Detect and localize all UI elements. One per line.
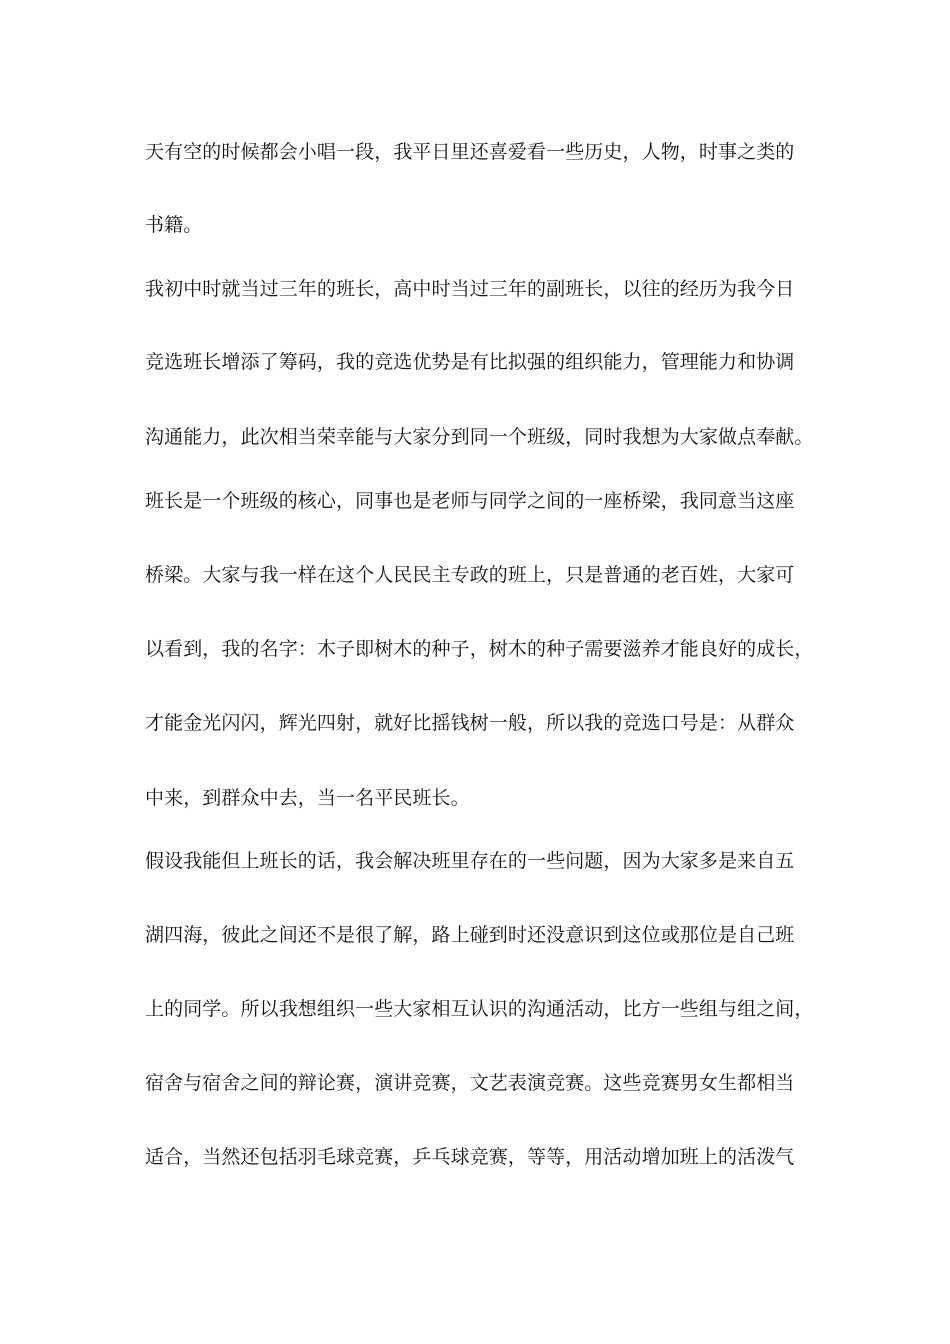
text-line: 天有空的时候都会小唱一段，我平日里还喜爱看一些历史，人物，时事之类的 <box>145 141 795 163</box>
text-line: 桥梁。大家与我一样在这个人民民主专政的班上，只是普通的老百姓，大家可 <box>145 564 795 586</box>
text-line: 中来，到群众中去，当一名平民班长。 <box>145 787 470 809</box>
text-line: 我初中时就当过三年的班长，高中时当过三年的副班长，以往的经历为我今日 <box>145 278 795 300</box>
text-line: 假设我能但上班长的话，我会解决班里存在的一些问题，因为大家多是来自五 <box>145 850 795 872</box>
text-line: 以看到，我的名字：木子即树木的种子，树木的种子需要滋养才能良好的成长， <box>145 638 814 660</box>
text-line: 才能金光闪闪，辉光四射，就好比摇钱树一般，所以我的竞选口号是：从群众 <box>145 712 795 734</box>
text-line: 书籍。 <box>145 214 203 236</box>
text-line: 宿舍与宿舍之间的辩论赛，演讲竞赛，文艺表演竞赛。这些竞赛男女生都相当 <box>145 1072 795 1094</box>
text-line: 上的同学。所以我想组织一些大家相互认识的沟通活动，比方一些组与组之间， <box>145 998 814 1020</box>
text-line: 竞选班长增添了筹码，我的竞选优势是有比拟强的组织能力，管理能力和协调 <box>145 351 795 373</box>
text-line: 班长是一个班级的核心，同事也是老师与同学之间的一座桥梁，我同意当这座 <box>145 490 795 512</box>
text-line: 湖四海，彼此之间还不是很了解，路上碰到时还没意识到这位或那位是自己班 <box>145 924 795 946</box>
text-line: 沟通能力，此次相当荣幸能与大家分到同一个班级，同时我想为大家做点奉献。 <box>145 426 814 448</box>
text-line: 适合，当然还包括羽毛球竞赛，乒乓球竞赛，等等，用活动增加班上的活泼气 <box>145 1146 795 1168</box>
